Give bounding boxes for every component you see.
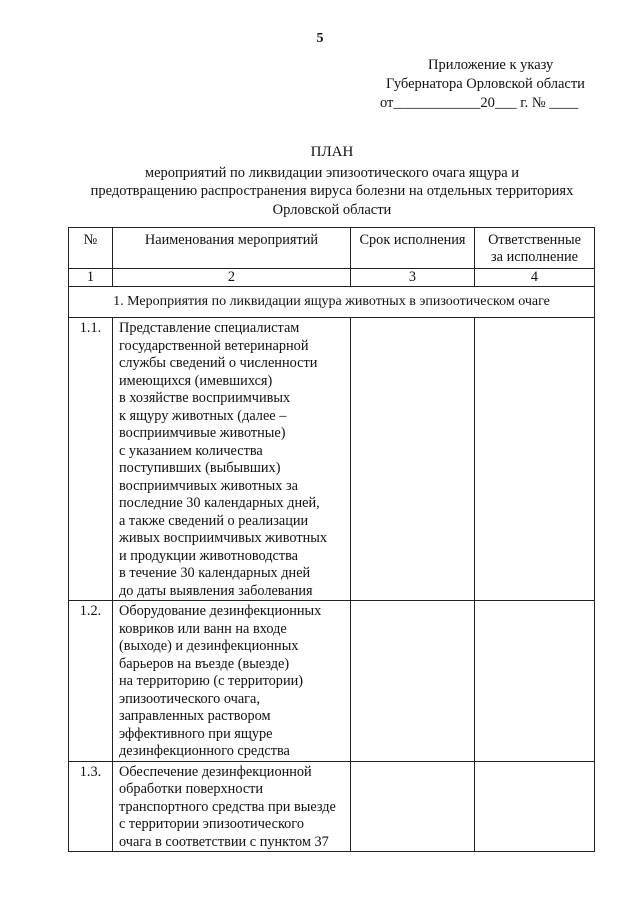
table-row xyxy=(69,601,595,762)
header-responsible-line-1: Ответственные xyxy=(488,232,581,248)
index-cell: 2 xyxy=(113,269,351,287)
item-responsible xyxy=(475,761,595,852)
annex-line-3: от____________20___ г. № ____ xyxy=(380,95,579,111)
item-text-line: последние 30 календарных дней, xyxy=(119,495,320,511)
item-text-line: на территорию (с территории) xyxy=(119,673,304,689)
header-num: № xyxy=(69,228,113,269)
header-responsible-line-2: за исполнение xyxy=(491,249,578,265)
index-cell: 3 xyxy=(351,269,475,287)
item-text-line: эпизоотического очага, xyxy=(119,690,260,707)
item-text-line: в хозяйстве восприимчивых xyxy=(119,390,291,406)
item-text-line: эффективного при ящуре xyxy=(119,725,273,742)
item-text-line: к ящуру животных (далее – xyxy=(119,407,287,424)
item-description xyxy=(113,601,351,762)
item-deadline xyxy=(351,761,475,852)
header-name: Наименования мероприятий xyxy=(113,228,351,269)
item-text-line: службы сведений о численности xyxy=(119,355,318,371)
annex-line-1: Приложение к указу xyxy=(428,57,554,73)
item-text-line: в течение 30 календарных дней xyxy=(119,565,311,581)
item-text-line: барьеров на въезде (выезде) xyxy=(119,655,290,672)
document-title xyxy=(50,143,614,219)
annex-block xyxy=(380,56,600,113)
item-number: 1.2. xyxy=(69,601,113,762)
section-title: 1. Мероприятия по ликвидации ящура животных в эпизоотическом очаге xyxy=(69,287,595,318)
table-row xyxy=(69,761,595,852)
item-text-line: поступивших (выбывших) xyxy=(119,460,281,476)
item-text-line: государственной ветеринарной xyxy=(119,337,309,354)
index-cell: 1 xyxy=(69,269,113,287)
title-subtitle-line: Орловской области xyxy=(272,201,392,218)
item-text-line: имеющихся (имевшихся) xyxy=(119,372,273,389)
item-text-line: (выходе) и дезинфекционных xyxy=(119,638,299,654)
item-description xyxy=(113,761,351,852)
item-text-line: с территории эпизоотического xyxy=(119,816,304,832)
item-text-line: очага в соответствии с пунктом 37 xyxy=(119,833,329,850)
item-text-line: с указанием количества xyxy=(119,442,263,459)
item-text-line: живых восприимчивых животных xyxy=(119,530,327,546)
annex-line-2: Губернатора Орловской области xyxy=(386,76,585,92)
item-text-line: обработки поверхности xyxy=(119,781,264,797)
item-number: 1.1. xyxy=(69,318,113,601)
title-heading: ПЛАН xyxy=(310,144,354,160)
item-text-line: Представление специалистам xyxy=(119,320,300,336)
item-description xyxy=(113,318,351,601)
item-text-line: ковриков или ванн на входе xyxy=(119,620,287,637)
item-text-line: Обеспечение дезинфекционной xyxy=(119,763,312,780)
item-text-line: восприимчивых животных за xyxy=(119,477,298,494)
item-text-line: дезинфекционного средства xyxy=(119,743,290,759)
table-row xyxy=(69,318,595,601)
item-text-line: транспортного средства при выезде xyxy=(119,798,336,815)
item-text-line: восприимчивые животные) xyxy=(119,425,286,441)
item-text-line: до даты выявления заболевания xyxy=(119,582,313,599)
table-header-row xyxy=(69,228,595,269)
item-text-line: а также сведений о реализации xyxy=(119,512,309,529)
item-text-line: заправленных раствором xyxy=(119,708,271,724)
title-subtitle-line: предотвращению распространения вируса болезни на отдельных территориях xyxy=(90,183,574,199)
page-number: 5 xyxy=(316,31,324,46)
section-row xyxy=(69,287,595,318)
table-index-row xyxy=(69,269,595,287)
item-deadline xyxy=(351,318,475,601)
item-text-line: и продукции животноводства xyxy=(119,547,299,564)
item-text-line: Оборудование дезинфекционных xyxy=(119,603,322,619)
item-deadline xyxy=(351,601,475,762)
item-responsible xyxy=(475,318,595,601)
item-number: 1.3. xyxy=(69,761,113,852)
title-subtitle-line: мероприятий по ликвидации эпизоотического очага ящура и xyxy=(144,164,520,181)
header-responsible xyxy=(475,228,595,269)
plan-table xyxy=(68,227,595,852)
index-cell: 4 xyxy=(475,269,595,287)
item-responsible xyxy=(475,601,595,762)
header-deadline: Срок исполнения xyxy=(351,228,475,269)
